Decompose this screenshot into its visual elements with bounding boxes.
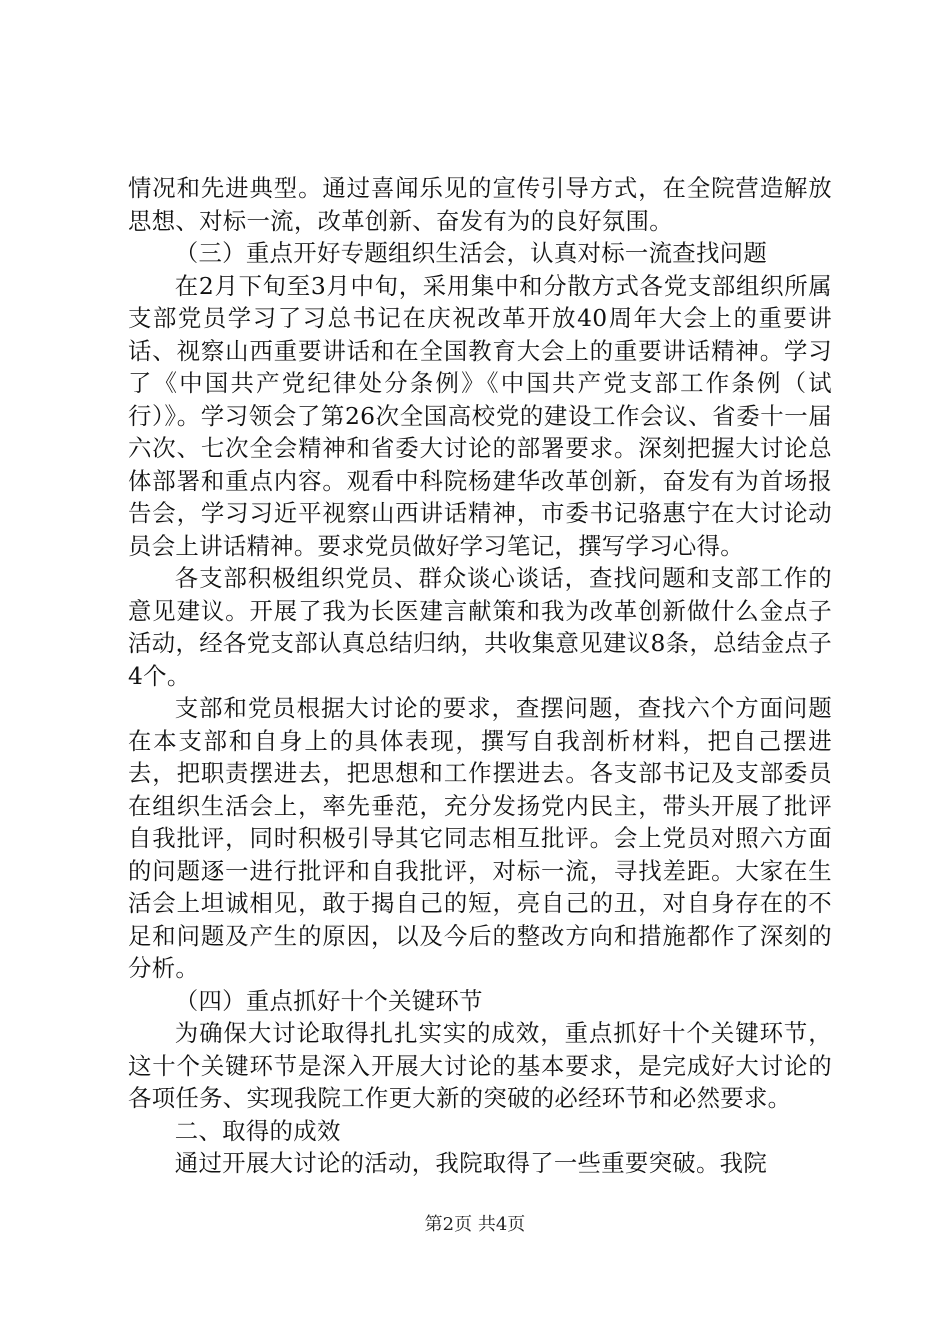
paragraph-continued: 情况和先进典型。通过喜闻乐见的宣传引导方式，在全院营造解放思想、对标一流，改革创新、奋发有为的良好氛围。 bbox=[128, 174, 832, 235]
section-heading-3: （三）重点开好专题组织生活会，认真对标一流查找问题 bbox=[174, 239, 768, 267]
paragraph-talks: 各支部积极组织党员、群众谈心谈话，查找问题和支部工作的意见建议。开展了我为长医建言献策和我为改革创新做什么金点子活动，经各党支部认真总结归纳，共收集意见建议8条，总结金点子4个。 bbox=[128, 564, 832, 690]
section-heading-results: 二、取得的成效 bbox=[174, 1116, 341, 1145]
paragraph-results: 通过开展大讨论的活动，我院取得了一些重要突破。我院 bbox=[174, 1149, 768, 1177]
document-body bbox=[128, 172, 832, 1180]
paragraph-key-links: 为确保大讨论取得扎扎实实的成效，重点抓好十个关键环节，这十个关键环节是深入开展大讨论的基本要求，是完成好大讨论的各项任务、实现我院工作更大新的突破的必经环节和必然要求。 bbox=[128, 1019, 832, 1112]
paragraph-self-review: 支部和党员根据大讨论的要求，查摆问题，查找六个方面问题在本支部和自身上的具体表现，撰写自我剖析材料，把自己摆进去，把职责摆进去，把思想和工作摆进去。各支部书记及支部委员在组织生活会上，率先垂范，充分发扬党内民主，带头开展了批评自我批评，同时积极引导其它同志相互批评。会上党员对照六方面的问题逐一进行批评和自我批评，对标一流，寻找差距。大家在生活会上坦诚相见，敢于揭自己的短，亮自己的丑，对自身存在的不足和问题及产生的原因，以及今后的整改方向和措施都作了深刻的分析。 bbox=[128, 694, 832, 982]
section-heading-4: （四）重点抓好十个关键环节 bbox=[174, 986, 483, 1015]
paragraph-study: 在2月下旬至3月中旬，采用集中和分散方式各党支部组织所属支部党员学习了习总书记在庆祝改革开放40周年大会上的重要讲话、视察山西重要讲话和在全国教育大会上的重要讲话精神。学习了《中国共产党纪律处分条例》《中国共产党支部工作条例（试行）》。学习领会了第26次全国高校党的建设工作会议、省委十一届六次、七次全会精神和省委大讨论的部署要求。深刻把握大讨论总体部署和重点内容。观看中科院杨建华改革创新，奋发有为首场报告会，学习习近平视察山西讲话精神，市委书记骆惠宁在大讨论动员会上讲话精神。要求党员做好学习笔记，撰写学习心得。 bbox=[128, 271, 832, 560]
page-number-footer: 第2页 共4页 bbox=[424, 1214, 526, 1235]
